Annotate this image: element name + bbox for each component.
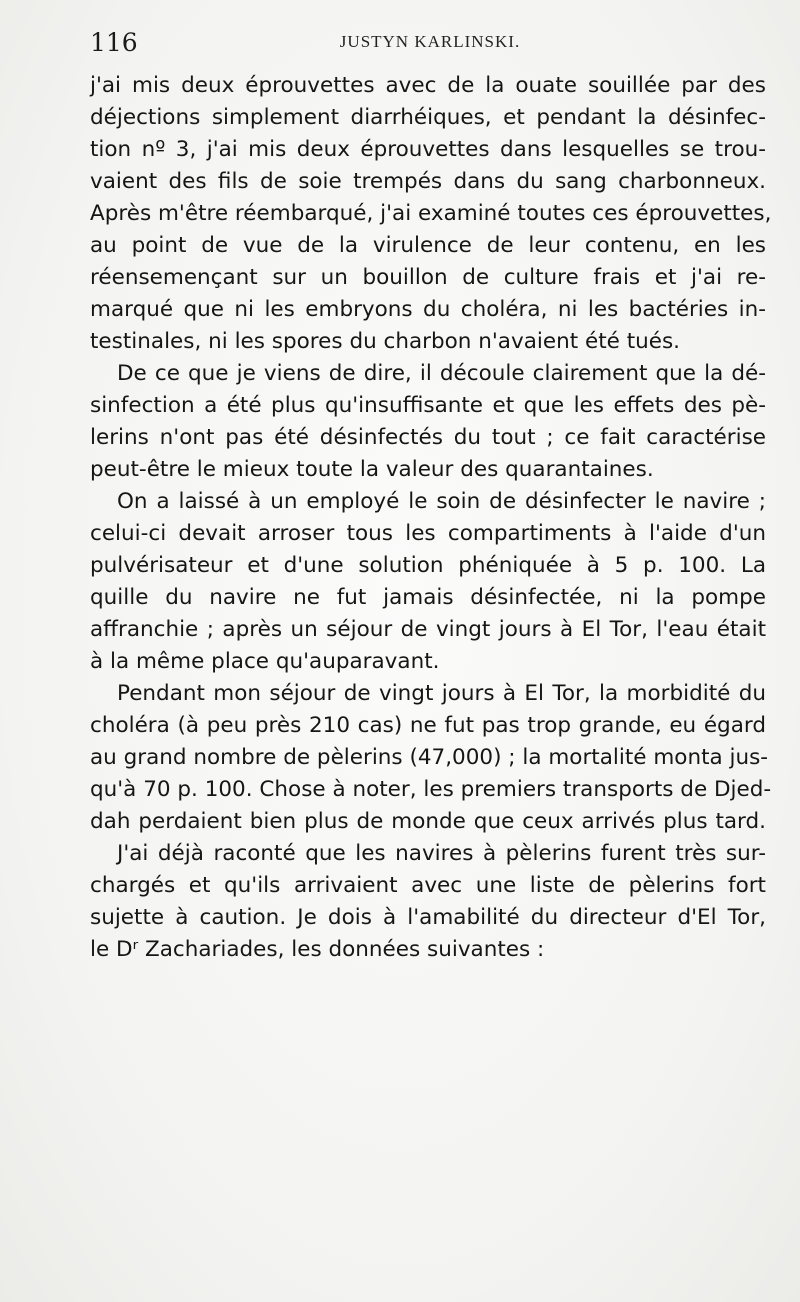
text-line: au grand nombre de pèlerins (47,000) ; la mortalité monta jus- (90, 745, 769, 770)
text-line: au point de vue de la virulence de leur contenu, en les (90, 233, 766, 258)
text-line: qu'à 70 p. 100. Chose à noter, les premiers transports de Djed- (90, 777, 772, 802)
paragraph-3 (90, 486, 766, 678)
text-line: vaient des fils de soie trempés dans du sang charbonneux. (90, 169, 766, 194)
page-number: 116 (90, 28, 138, 57)
text-line: peut-être le mieux toute la valeur des quarantaines. (90, 457, 654, 482)
running-head: JUSTYN KARLINSKI. (339, 32, 521, 51)
text-line: sujette à caution. Je dois à l'amabilité du directeur d'El Tor, (90, 905, 766, 930)
text-line: De ce que je viens de dire, il découle clairement que la dé- (117, 361, 766, 386)
text-line: à la même place qu'auparavant. (90, 649, 440, 674)
paragraph-5 (90, 838, 766, 966)
text-line: j'ai mis deux éprouvettes avec de la ouate souillée par des (90, 73, 766, 98)
paragraph-1 (90, 70, 772, 358)
bleed-through-texture (90, 995, 770, 1295)
text-line: Pendant mon séjour de vingt jours à El Tor, la morbidité du (117, 681, 766, 706)
text-line: tion nº 3, j'ai mis deux éprouvettes dans lesquelles se trou- (90, 137, 766, 162)
text-line: pulvérisateur et d'une solution phéniquée à 5 p. 100. La (90, 553, 766, 578)
text-line: testinales, ni les spores du charbon n'avaient été tués. (90, 329, 681, 354)
paragraph-2 (90, 358, 766, 486)
text-line: quille du navire ne fut jamais désinfectée, ni la pompe (90, 585, 766, 610)
text-line: chargés et qu'ils arrivaient avec une liste de pèlerins fort (90, 873, 766, 898)
text-line: dah perdaient bien plus de monde que ceux arrivés plus tard. (90, 809, 766, 834)
body-text (90, 70, 772, 966)
page-header (90, 28, 770, 58)
text-line: déjections simplement diarrhéiques, et pendant la désinfec- (90, 105, 766, 130)
text-line: On a laissé à un employé le soin de désinfecter le navire ; (117, 489, 766, 514)
text-line: Après m'être réembarqué, j'ai examiné toutes ces éprouvettes, (90, 201, 772, 226)
text-line: choléra (à peu près 210 cas) ne fut pas trop grande, eu égard (90, 713, 766, 738)
text-line: affranchie ; après un séjour de vingt jours à El Tor, l'eau était (90, 617, 766, 642)
text-line: marqué que ni les embryons du choléra, ni les bactéries in- (90, 297, 766, 322)
text-line: sinfection a été plus qu'insuffisante et que les effets des pè- (90, 393, 766, 418)
text-line: le Dʳ Zachariades, les données suivantes : (90, 937, 545, 962)
paragraph-4 (90, 678, 772, 838)
text-line: lerins n'ont pas été désinfectés du tout ; ce fait caractérise (90, 425, 766, 450)
text-line: celui-ci devait arroser tous les compartiments à l'aide d'un (90, 521, 766, 546)
text-line: réensemençant sur un bouillon de culture frais et j'ai re- (90, 265, 766, 290)
text-line: J'ai déjà raconté que les navires à pèlerins furent très sur- (117, 841, 766, 866)
